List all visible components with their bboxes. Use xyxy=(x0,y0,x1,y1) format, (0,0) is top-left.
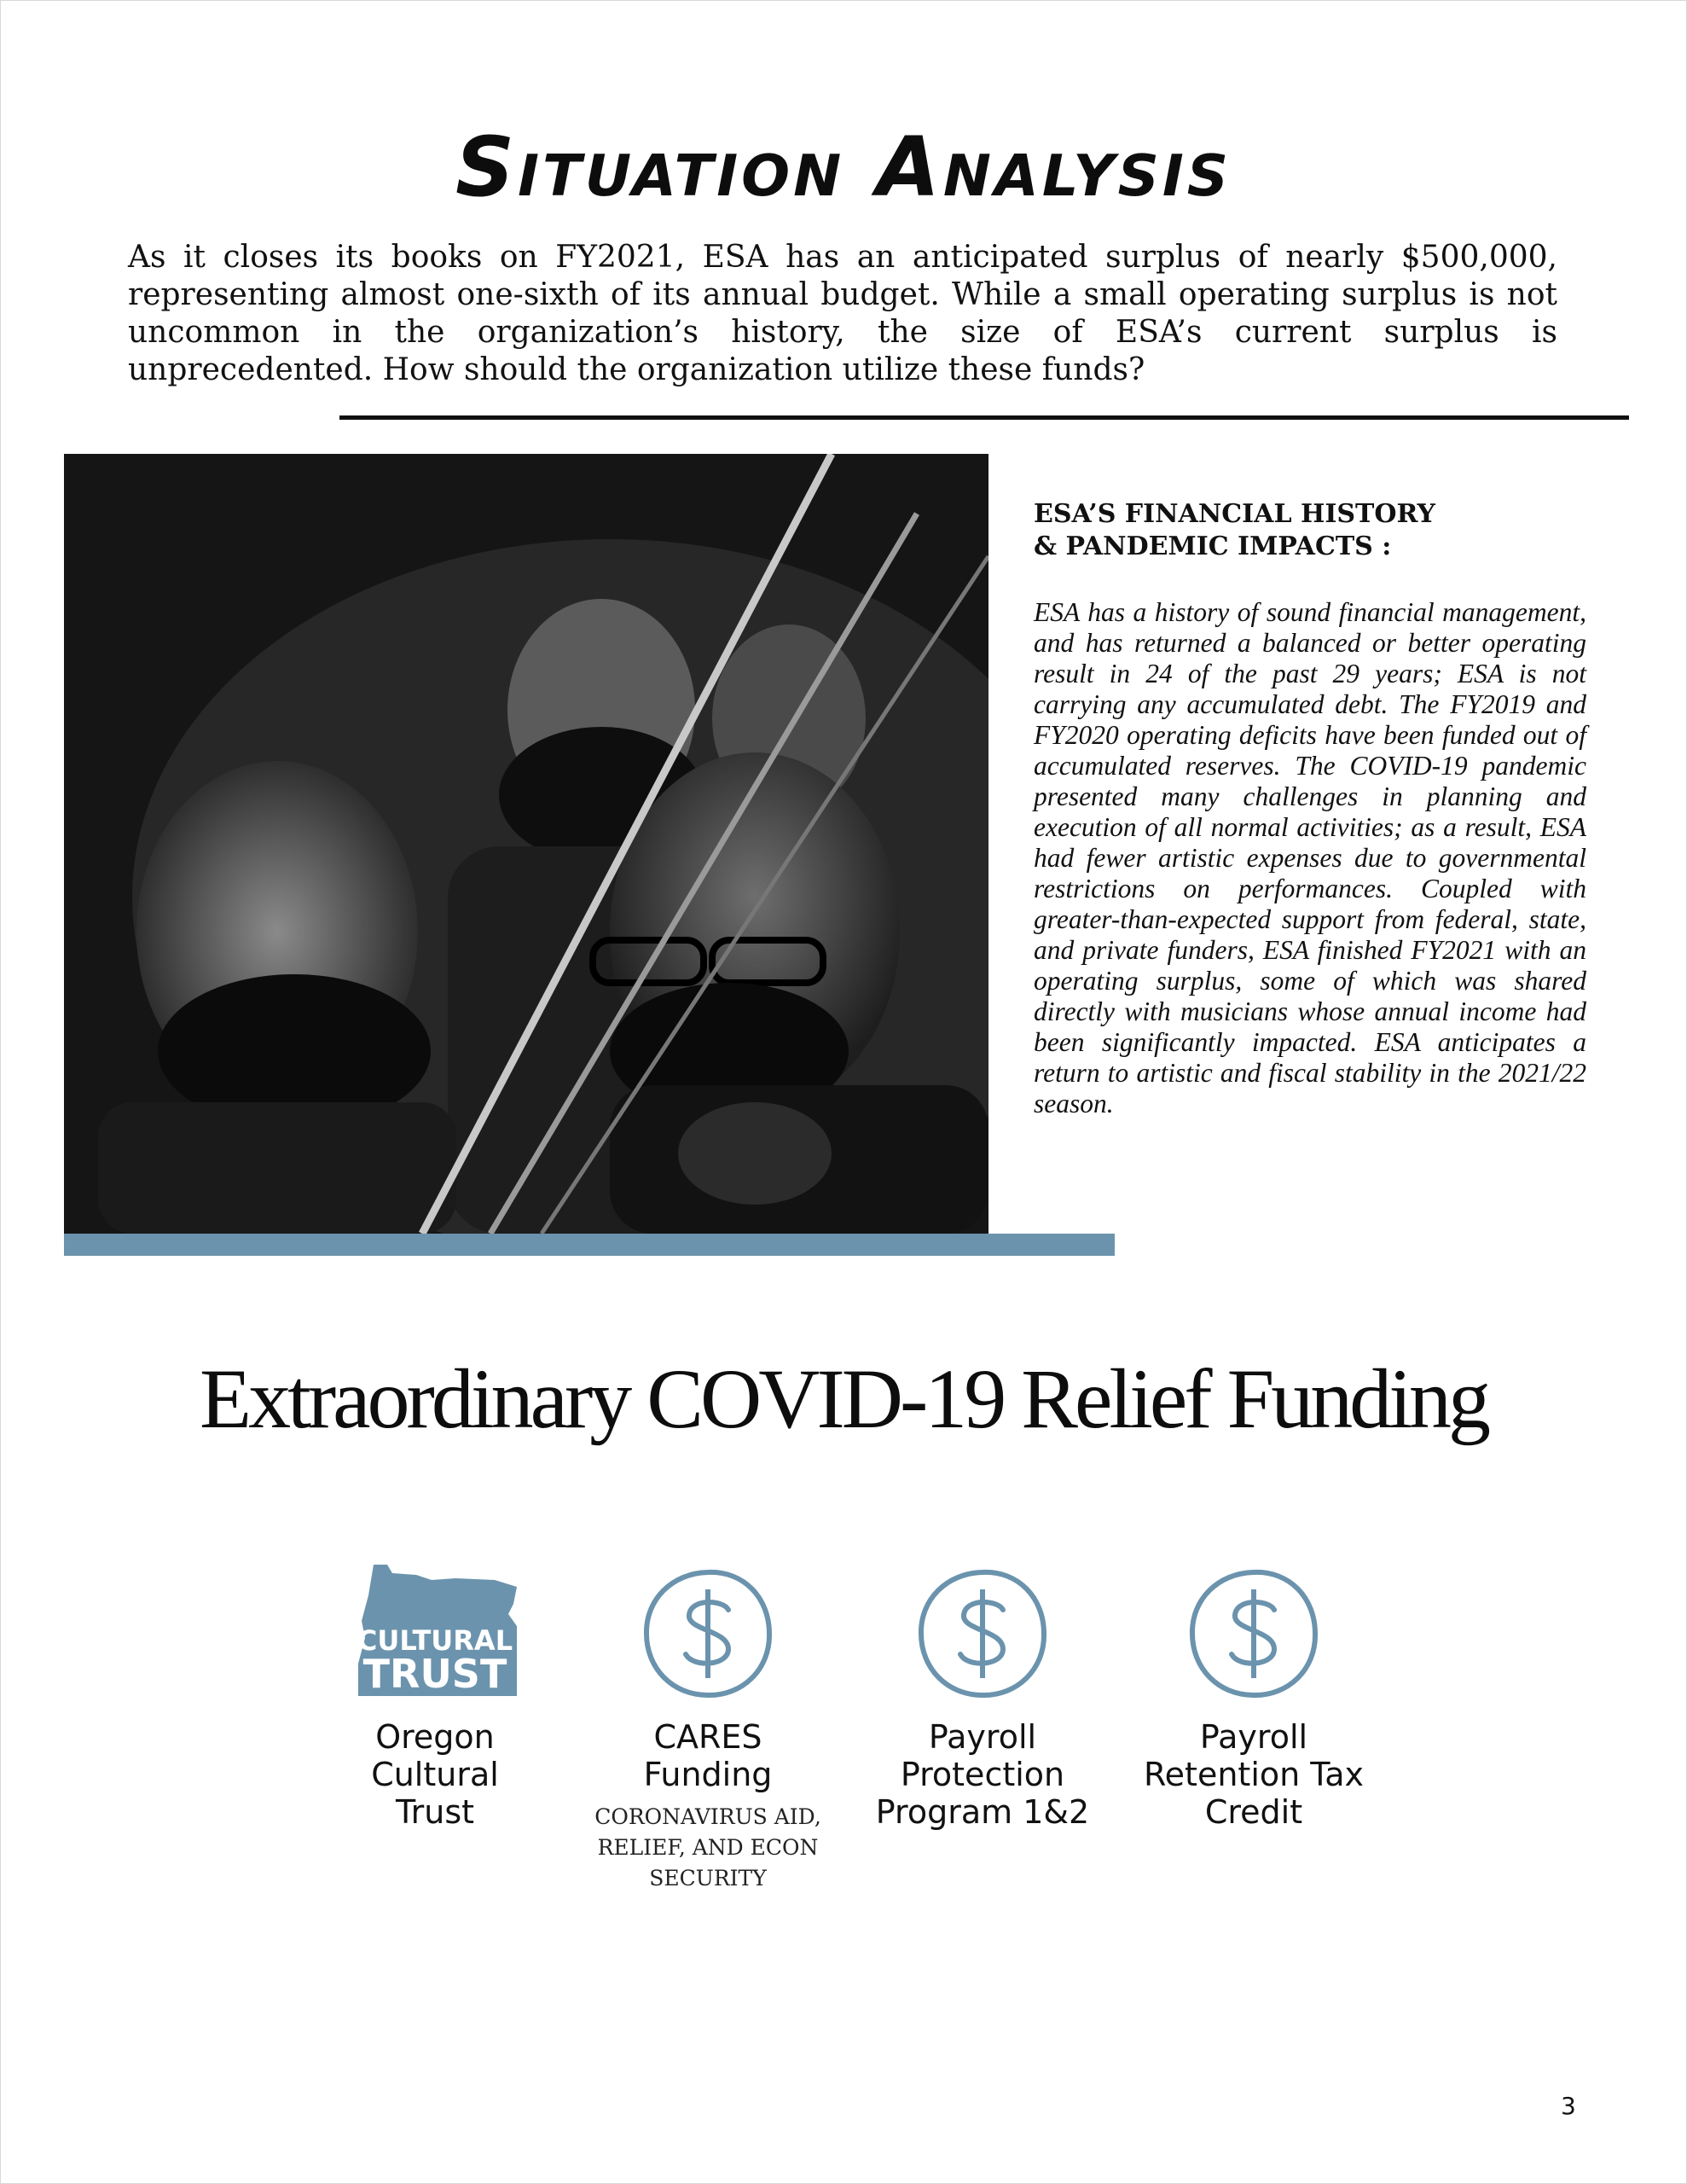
label-line: Program 1&2 xyxy=(875,1793,1090,1831)
accent-bar xyxy=(64,1234,1115,1256)
dollar-circle-icon xyxy=(846,1561,1119,1706)
funding-item-cares xyxy=(571,1561,844,1894)
covid-relief-heading: Extraordinary COVID-19 Relief Funding xyxy=(199,1351,1487,1446)
label-line: Cultural xyxy=(371,1756,499,1793)
sidebar-heading-line2: & PANDEMIC IMPACTS : xyxy=(1034,531,1392,561)
oregon-cultural-trust-logo xyxy=(299,1561,571,1706)
funding-item-retention-credit xyxy=(1117,1561,1390,1831)
oregon-shape-icon xyxy=(350,1561,520,1706)
musicians-illustration xyxy=(64,454,988,1234)
funding-sublabel xyxy=(571,1802,844,1894)
sidebar-body: ESA has a history of sound financial management, and has returned a balanced or better operating result in 24 of the past 29 years; ESA is not carrying any accumulated debt. The FY2019 and FY2020 operating deficits have been funded out of accumulated reserves. The COVID-19 pandemic presented many challenges in planning and execution of all normal activities; as a result, ESA had fewer artistic expenses due to governmental restrictions on performances. Coupled with greater-than-expected support from federal, state, and private funders, ESA finished FY2021 with an operating surplus, some of which was shared directly with musicians whose annual income had been significantly impacted. ESA anticipates a return to artistic and fiscal stability in the 2021/22 season. xyxy=(1034,597,1586,1118)
dollar-circle-icon xyxy=(571,1561,844,1706)
logo-text-cultural: CULTURAL xyxy=(357,1624,513,1657)
dollar-icon xyxy=(1186,1565,1322,1702)
dollar-icon xyxy=(640,1565,776,1702)
label-line: Oregon xyxy=(375,1718,495,1756)
sublabel-line: RELIEF, AND ECON xyxy=(597,1835,819,1860)
dollar-icon xyxy=(914,1565,1051,1702)
page-title: Situation Analysis xyxy=(455,119,1232,215)
funding-item-ppp xyxy=(846,1561,1119,1831)
funding-label xyxy=(1117,1718,1390,1831)
divider-line xyxy=(339,415,1629,420)
label-line: CARES xyxy=(653,1718,762,1756)
funding-label xyxy=(571,1718,844,1793)
label-line: Payroll xyxy=(928,1718,1037,1756)
label-line: Payroll xyxy=(1199,1718,1308,1756)
intro-paragraph: As it closes its books on FY2021, ESA has an anticipated surplus of nearly $500,000, representing almost one-sixth of its annual budget. While a small operating surplus is not uncommon in the organization’s history, the size of ESA’s current surplus is unprecedented. How should the organization utilize these funds? xyxy=(128,240,1557,387)
page-number: 3 xyxy=(1561,2092,1576,2120)
funding-item-oregon-cultural-trust xyxy=(299,1561,571,1831)
funding-label xyxy=(299,1718,571,1831)
label-line: Funding xyxy=(643,1756,773,1793)
label-line: Retention Tax xyxy=(1143,1756,1364,1793)
logo-text-trust: TRUST xyxy=(362,1651,507,1697)
sidebar-heading xyxy=(1034,498,1580,563)
label-line: Credit xyxy=(1204,1793,1303,1831)
sublabel-line: CORONAVIRUS AID, xyxy=(594,1804,821,1829)
label-line: Protection xyxy=(900,1756,1065,1793)
sidebar-heading-line1: ESA’S FINANCIAL HISTORY xyxy=(1034,499,1435,529)
sublabel-line: SECURITY xyxy=(649,1866,767,1891)
dollar-circle-icon xyxy=(1117,1561,1390,1706)
label-line: Trust xyxy=(395,1793,475,1831)
funding-label xyxy=(846,1718,1119,1831)
orchestra-photo xyxy=(64,454,988,1234)
